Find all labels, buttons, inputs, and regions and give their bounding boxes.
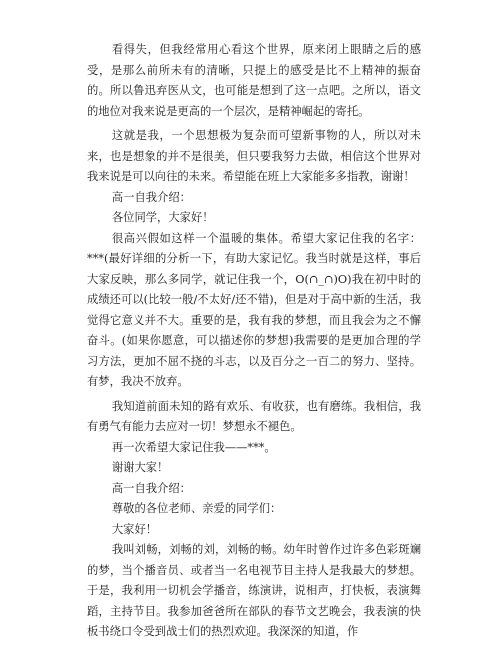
section-heading-1: 高一自我介绍： — [111, 190, 191, 204]
paragraph-2: 这就是我，一个思想极为复杂而可望新事物的人，所以对未来，也是想象的并不是很美，但只要我努力去做，相信这个世界对我来说是可以向往的未来。希望能在班上大家能多多指教，谢谢！ — [87, 129, 421, 183]
greeting-2: 大家好！ — [111, 522, 158, 536]
document-body — [87, 40, 421, 643]
paragraph-3: 很高兴假如这样一个温暖的集体。希望大家记住我的名字：***(最好详细的分析一下，有助大家记忆。我当时就是这样，事后大家反映，那么多同学，就记住我一个，O(∩_∩)O)我在初中时的成绩还可以(比较一般/不太好/还不错)，但是对于高中新的生活，我觉得它意义并不大。重要的是，我有我的梦想，而且我会为之不懈奋斗。(如果你愿意，可以描述你的梦想)我需要的是更加合理的学习方法，更加不屈不挠的斗志，以及百分之一百二的努力、坚持。有梦，我决不放弃。 — [87, 231, 421, 388]
paragraph-5: 再一次希望大家记住我——***。 — [111, 440, 276, 454]
paragraph-4: 我知道前面未知的路有欢乐、有收获，也有磨练。我相信，我有勇气有能力去应对一切！梦想永不褪色。 — [87, 399, 421, 433]
paragraph-6: 我叫刘畅，刘畅的刘，刘畅的畅。幼年时曾作过许多色彩斑斓的梦，当个播音员、或者当一名电视节目主持人是我最大的梦想。于是，我利用一切机会学播音，练演讲，说相声，打快板，表演舞蹈，主持节目。我参加爸爸所在部队的春节文艺晚会，我表演的快板书绕口令受到战士们的热烈欢迎。我深深的知道，作 — [87, 543, 421, 638]
greeting-1: 各位同学，大家好！ — [111, 211, 214, 224]
paragraph-1: 看得失，但我经常用心看这个世界，原来闭上眼睛之后的感受，是那么前所未有的清晰，只提上的感受是比不上精神的振奋的。所以鲁迅弃医从文，也可能是想到了这一点吧。之所以，语文的地位对我来说是更高的一个层次，是精神崛起的寄托。 — [87, 43, 421, 118]
section-heading-2: 高一自我介绍： — [111, 481, 191, 495]
thanks-line: 谢谢大家！ — [111, 461, 169, 474]
salutation: 尊敬的各位老师、亲爱的同学们： — [111, 502, 282, 515]
